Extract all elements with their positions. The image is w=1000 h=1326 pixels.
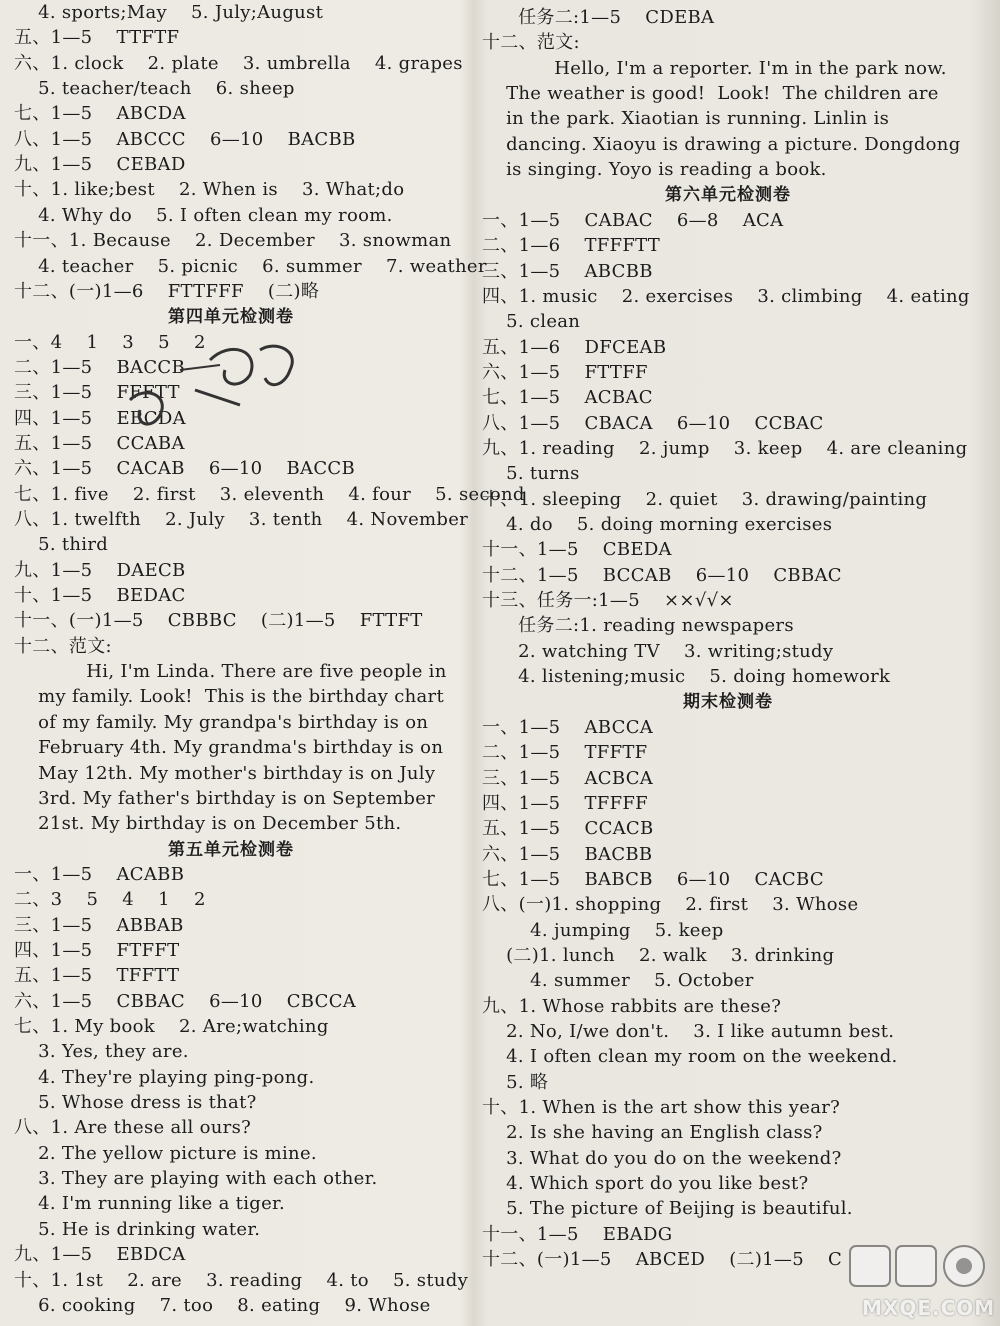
answer-line: Hello, I'm a reporter. I'm in the park now. (482, 57, 947, 79)
answer-line: 三、1—5 FFFTT (14, 382, 180, 404)
answer-line: 2. Is she having an English class? (482, 1122, 823, 1144)
watermark-text: MXQE.COM (862, 1296, 996, 1320)
answer-line: 十、1. When is the art show this year? (482, 1097, 841, 1119)
answer-line: 六、1—5 CACAB 6—10 BACCB (14, 458, 355, 480)
answer-line: 5. turns (482, 463, 580, 485)
answer-line: 5. The picture of Beijing is beautiful. (482, 1198, 853, 1220)
answer-line: 六、1. clock 2. plate 3. umbrella 4. grapes (14, 52, 463, 74)
answer-line: 九、1—5 CEBAD (14, 154, 186, 176)
answer-line: 八、1—5 ABCCC 6—10 BACBB (14, 128, 356, 150)
answer-line: Hi, I'm Linda. There are five people in (14, 661, 447, 683)
answer-line: 七、1—5 BABCB 6—10 CACBC (482, 868, 824, 890)
answer-line: 五、1—6 DFCEAB (482, 336, 667, 358)
answer-line: 八、1. twelfth 2. July 3. tenth 4. November (14, 509, 469, 530)
answer-line: 二、1—5 TFFTF (482, 742, 648, 764)
answer-line: 九、1. Whose rabbits are these? (482, 995, 782, 1017)
answer-line: 4. I often clean my room on the weekend. (482, 1046, 898, 1068)
answer-line: 十二、范文: (482, 32, 580, 54)
answer-line: 五、1—5 CCACB (482, 818, 654, 840)
answer-line: 4. teacher 5. picnic 6. summer 7. weather (14, 255, 487, 277)
answer-line: 4. I'm running like a tiger. (14, 1193, 285, 1215)
answer-line: 五、1—5 CCABA (14, 432, 185, 454)
answer-line: 4. listening;music 5. doing homework (482, 666, 891, 688)
answer-line: 四、1—5 FTFFT (14, 939, 180, 961)
section-heading: 第五单元检测卷 (168, 839, 294, 860)
answer-line: dancing. Xiaoyu is drawing a picture. Dongdong (482, 133, 961, 155)
answer-line: 十、1. like;best 2. When is 3. What;do (14, 179, 405, 201)
answer-line: 七、1—5 ABCDA (14, 103, 186, 125)
answer-line: 2. No, I/we don't. 3. I like autumn best. (482, 1021, 895, 1042)
answer-line: 4. They're playing ping-pong. (14, 1066, 315, 1088)
answer-line: 六、1—5 CBBAC 6—10 CBCCA (14, 990, 357, 1012)
answer-line: 十一、1. Because 2. December 3. snowman (14, 230, 452, 252)
answer-line: 七、1—5 ACBAC (482, 387, 653, 409)
answer-line: 6. cooking 7. too 8. eating 9. Whose (14, 1294, 431, 1316)
answer-line: 四、1—5 EBCDA (14, 407, 186, 429)
answer-line: 十二、范文: (14, 635, 112, 657)
answer-line: 九、1. reading 2. jump 3. keep 4. are cleaning (482, 437, 968, 459)
answer-line: of my family. My grandpa's birthday is on (14, 711, 429, 733)
answer-line: 5. clean (482, 311, 581, 333)
answer-line: 十一、(一)1—5 CBBBC (二)1—5 FTTFT (14, 610, 423, 632)
answer-line: 十三、任务一:1—5 ××√√× (482, 590, 734, 612)
answer-line: my family. Look! This is the birthday chart (14, 686, 444, 708)
answer-line: The weather is good! Look! The children are (482, 83, 939, 105)
answer-line: 七、1. My book 2. Are;watching (14, 1016, 329, 1037)
answer-line: 十二、(一)1—6 FTTFFF (二)略 (14, 280, 320, 302)
answer-line: 5. Whose dress is that? (14, 1092, 257, 1114)
answer-line: 二、3 5 4 1 2 (14, 889, 206, 911)
answer-line: 五、1—5 TFFTT (14, 965, 180, 987)
answer-line: 4. jumping 5. keep (482, 919, 724, 941)
answer-line: 十、1. sleeping 2. quiet 3. drawing/painting (482, 488, 928, 510)
section-heading: 第六单元检测卷 (665, 185, 791, 206)
answer-line: 八、1—5 CBACA 6—10 CCBAC (482, 412, 824, 434)
answer-line: 十、1—5 BEDAC (14, 585, 186, 607)
answer-line: 一、1—5 CABAC 6—8 ACA (482, 209, 784, 231)
answer-line: 三、1—5 ABBAB (14, 914, 184, 936)
answer-line: 3. Yes, they are. (14, 1041, 189, 1063)
answer-line: (二)1. lunch 2. walk 3. drinking (482, 944, 835, 966)
answer-line: 十二、(一)1—5 ABCED (二)1—5 C (482, 1249, 843, 1271)
answer-line: 4. Why do 5. I often clean my room. (14, 204, 393, 226)
answer-line: 3rd. My father's birthday is on September (14, 787, 436, 809)
answer-line: is singing. Yoyo is reading a book. (482, 159, 827, 181)
answer-line: 八、(一)1. shopping 2. first 3. Whose (482, 894, 859, 916)
answer-line: February 4th. My grandma's birthday is on (14, 737, 444, 759)
answer-line: 4. do 5. doing morning exercises (482, 514, 833, 535)
watermark-logo (844, 1240, 994, 1322)
answer-line: 五、1—5 TTFTF (14, 27, 180, 49)
answer-line: 一、4 1 3 5 2 (14, 331, 206, 353)
answer-line: 六、1—5 BACBB (482, 843, 653, 865)
answer-line: 八、1. Are these all ours? (14, 1117, 252, 1139)
answer-line: 4. Which sport do you like best? (482, 1173, 809, 1195)
answer-line: 21st. My birthday is on December 5th. (14, 813, 402, 835)
answer-line: 2. watching TV 3. writing;study (482, 640, 834, 662)
answer-line: 三、1—5 ACBCA (482, 767, 654, 789)
answer-line: 4. summer 5. October (482, 970, 754, 992)
answer-line: 十一、1—5 EBADG (482, 1223, 673, 1245)
answer-line: 一、1—5 ACABB (14, 863, 185, 885)
answer-line: 十二、1—5 BCCAB 6—10 CBBAC (482, 564, 842, 586)
answer-line: 十、1. 1st 2. are 3. reading 4. to 5. study (14, 1269, 469, 1291)
answer-line: 3. What do you do on the weekend? (482, 1147, 842, 1169)
answer-line: 六、1—5 FTTFF (482, 361, 648, 383)
answer-line: 5. 略 (482, 1071, 549, 1093)
answer-line: 任务二:1. reading newspapers (482, 615, 794, 637)
answer-line: 二、1—5 BACCB (14, 356, 185, 378)
section-heading: 第四单元检测卷 (168, 307, 294, 328)
answer-line: 二、1—6 TFFFTT (482, 235, 661, 257)
answer-line: May 12th. My mother's birthday is on July (14, 762, 436, 784)
answer-line: 三、1—5 ABCBB (482, 260, 653, 282)
answer-line: 3. They are playing with each other. (14, 1168, 378, 1190)
answer-line: 任务二:1—5 CDEBA (482, 7, 715, 28)
answer-line: 九、1—5 DAECB (14, 559, 186, 581)
answer-line: 5. He is drinking water. (14, 1218, 261, 1240)
answer-line: 九、1—5 EBDCA (14, 1244, 186, 1266)
answer-line: 四、1. music 2. exercises 3. climbing 4. eating (482, 285, 970, 307)
answer-line: 4. sports;May 5. July;August (14, 2, 324, 23)
answer-line: in the park. Xiaotian is running. Linlin is (482, 108, 890, 130)
answer-line: 七、1. five 2. first 3. eleventh 4. four 5. second (14, 483, 525, 505)
answer-line: 5. teacher/teach 6. sheep (14, 78, 295, 100)
section-heading: 期末检测卷 (683, 692, 773, 713)
answer-line: 四、1—5 TFFFF (482, 792, 648, 814)
answer-line: 5. third (14, 534, 109, 556)
answer-line: 十一、1—5 CBEDA (482, 539, 672, 561)
answer-line: 一、1—5 ABCCA (482, 716, 654, 738)
answer-line: 2. The yellow picture is mine. (14, 1142, 317, 1164)
